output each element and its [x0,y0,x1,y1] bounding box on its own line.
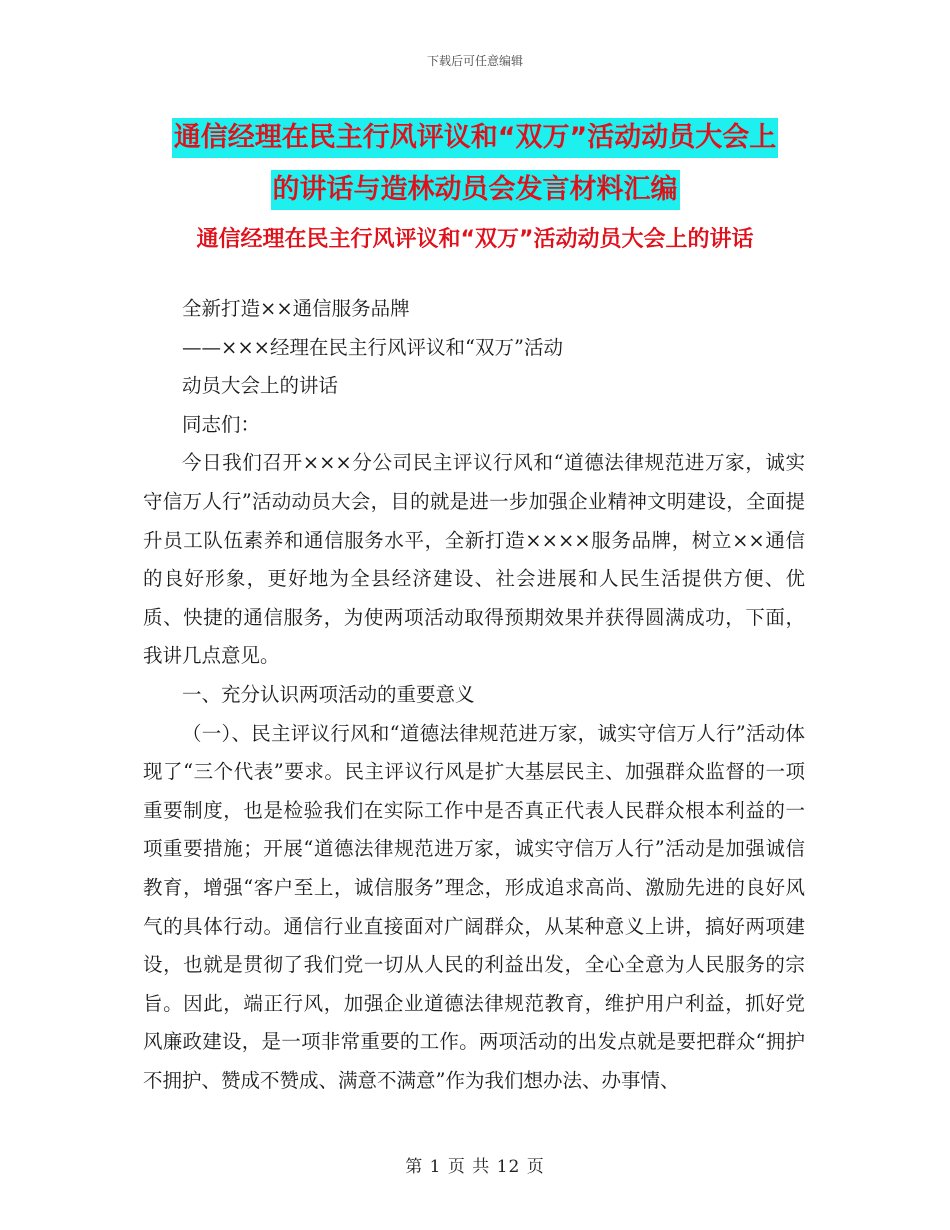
paragraph-point-1: （一）、民主评议行风和“道德法律规范进万家，诚实守信万人行”活动体现了“三个代表”要求。民主评议行风是扩大基层民主、加强群众监督的一项重要制度，也是检验我们在实际工作中是否真正代表人民群众根本利益的一项重要措施；开展“道德法律规范进万家，诚实守信万人行”活动是加强诚信教育，增强“客户至上，诚信服务”理念，形成追求高尚、激励先进的良好风气的具体行动。通信行业直接面对广阔群众，从某种意义上讲，搞好两项建设，也就是贯彻了我们党一切从人民的利益出发，全心全意为人民服务的宗旨。因此，端正行风，加强企业道德法律规范教育，维护用户利益，抓好党风廉政建设，是一项非常重要的工作。两项活动的出发点就是要把群众“拥护不拥护、赞成不赞成、满意不满意”作为我们想办法、办事情、 [143,721,805,1092]
paragraph-heading-1: 一、充分认识两项活动的重要意义 [182,682,475,706]
paragraph-intro: 今日我们召开×××分公司民主评议行风和“道德法律规范进万家，诚实守信万人行”活动动员大会，目的就是进一步加强企业精神文明建设，全面提升员工队伍素养和通信服务水平，全新打造××××服务品牌，树立××通信的良好形象，更好地为全县经济建设、社会进展和人民生活提供方便、优质、快捷的通信服务，为使两项活动取得预期效果并获得圆满成功，下面，我讲几点意见。 [143,451,805,668]
paragraph-byline-cont: 动员大会上的讲话 [182,374,339,398]
page-footer: 第 1 页 共 12 页 [405,1157,545,1177]
header-note: 下载后可任意编辑 [426,54,523,68]
paragraph-byline: ——×××经理在民主行风评议和“双万”活动 [182,335,563,359]
title-line-2: 的讲话与造林动员会发言材料汇编 [271,170,680,210]
title-line-1: 通信经理在民主行风评议和“双万”活动动员大会上 [172,118,779,158]
paragraph-subtitle: 全新打造××通信服务品牌 [182,297,410,320]
section-title: 通信经理在民主行风评议和“双万”活动动员大会上的讲话 [196,227,754,252]
document-title [0,112,950,216]
paragraph-salutation: 同志们： [182,412,261,436]
body-text [143,290,805,1100]
